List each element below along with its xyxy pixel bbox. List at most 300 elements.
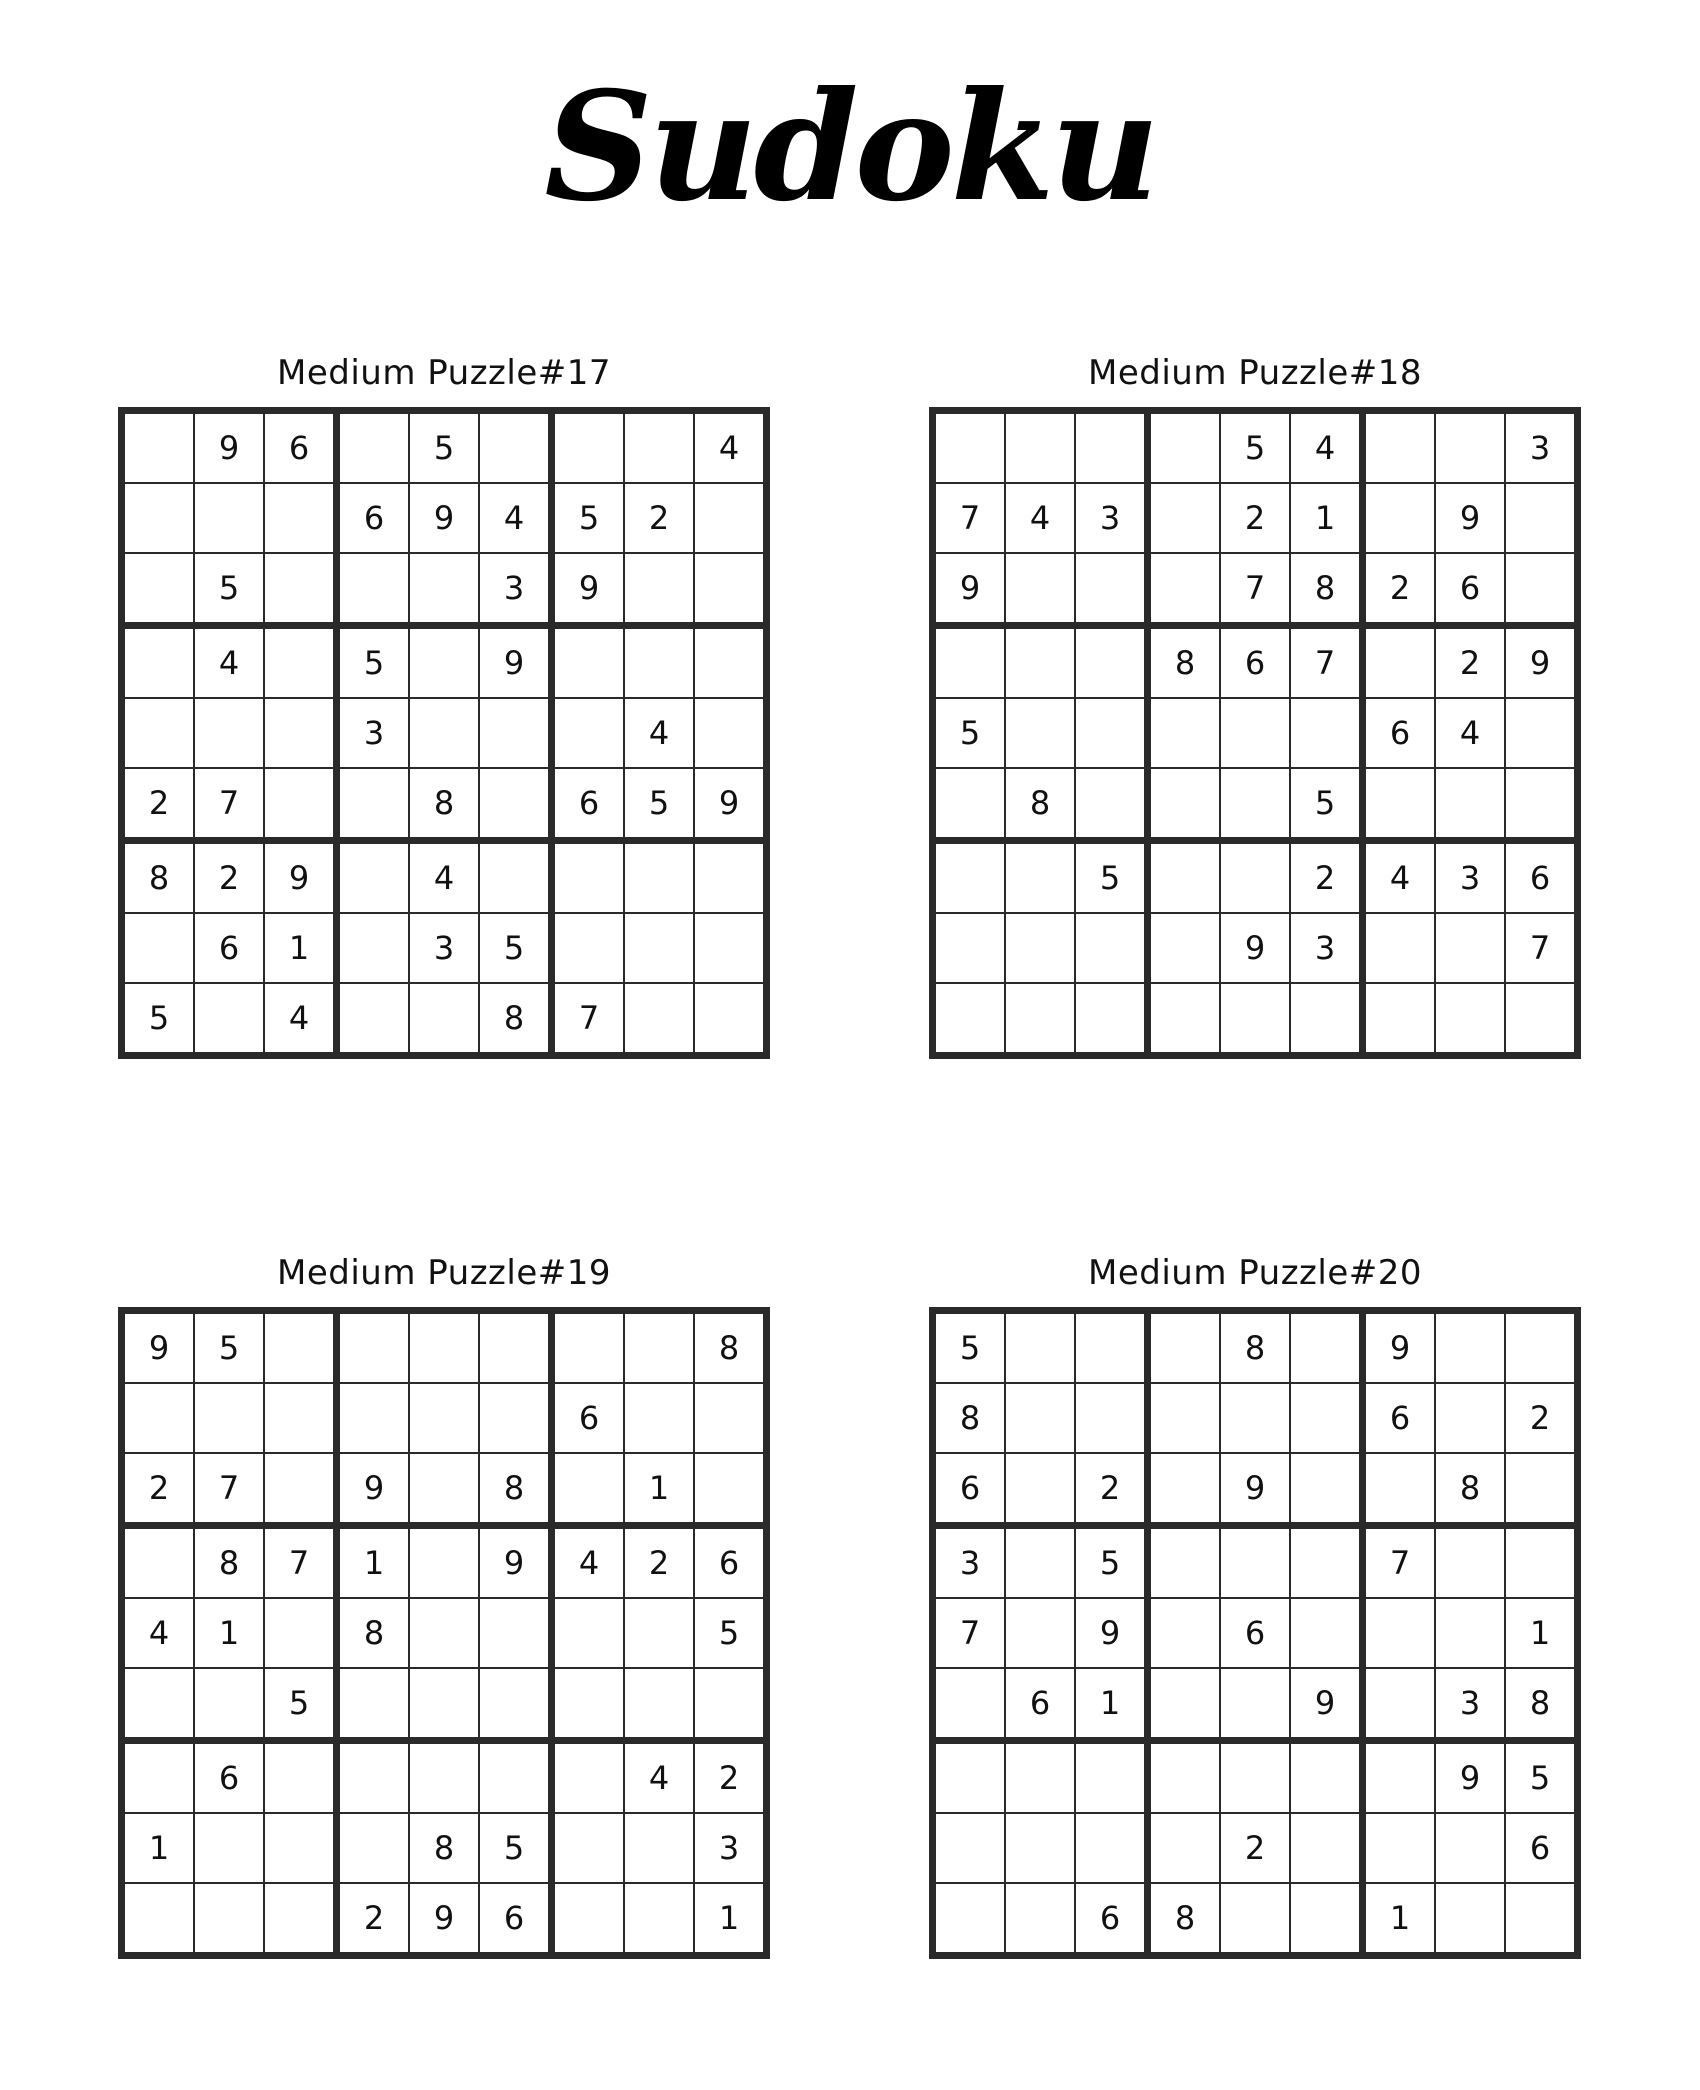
sudoku-cell[interactable] [340, 414, 408, 482]
sudoku-cell[interactable]: 5 [1221, 414, 1289, 482]
sudoku-cell[interactable] [1221, 1884, 1289, 1952]
sudoku-cell[interactable] [1076, 914, 1144, 982]
sudoku-cell[interactable] [410, 1314, 478, 1382]
sudoku-cell[interactable] [1221, 699, 1289, 767]
sudoku-cell[interactable] [340, 1384, 408, 1452]
sudoku-cell[interactable]: 4 [480, 484, 548, 552]
sudoku-cell[interactable] [1291, 1814, 1359, 1882]
sudoku-cell[interactable]: 6 [1366, 699, 1434, 767]
sudoku-cell[interactable] [1366, 1744, 1434, 1812]
sudoku-cell[interactable]: 9 [480, 1529, 548, 1597]
sudoku-cell[interactable]: 5 [195, 1314, 263, 1382]
sudoku-cell[interactable] [1436, 1884, 1504, 1952]
sudoku-cell[interactable]: 5 [1506, 1744, 1574, 1812]
sudoku-cell[interactable] [1151, 984, 1219, 1052]
sudoku-cell[interactable]: 9 [265, 844, 333, 912]
sudoku-cell[interactable] [695, 1669, 763, 1737]
sudoku-cell[interactable] [195, 1814, 263, 1882]
sudoku-cell[interactable] [555, 699, 623, 767]
sudoku-cell[interactable]: 5 [195, 554, 263, 622]
sudoku-cell[interactable] [265, 1814, 333, 1882]
sudoku-cell[interactable] [1151, 769, 1219, 837]
sudoku-cell[interactable] [1151, 554, 1219, 622]
sudoku-cell[interactable] [125, 1529, 193, 1597]
sudoku-cell[interactable] [340, 984, 408, 1052]
sudoku-cell[interactable]: 5 [1076, 844, 1144, 912]
sudoku-cell[interactable]: 2 [195, 844, 263, 912]
sudoku-cell[interactable]: 8 [125, 844, 193, 912]
sudoku-cell[interactable] [1006, 414, 1074, 482]
sudoku-cell[interactable] [125, 484, 193, 552]
sudoku-cell[interactable]: 7 [1221, 554, 1289, 622]
sudoku-cell[interactable]: 5 [1291, 769, 1359, 837]
sudoku-cell[interactable] [625, 984, 693, 1052]
sudoku-cell[interactable] [1291, 1529, 1359, 1597]
sudoku-cell[interactable] [1436, 414, 1504, 482]
sudoku-cell[interactable]: 2 [625, 1529, 693, 1597]
sudoku-cell[interactable] [1006, 629, 1074, 697]
sudoku-cell[interactable] [1366, 629, 1434, 697]
sudoku-cell[interactable] [1221, 984, 1289, 1052]
sudoku-cell[interactable]: 8 [410, 769, 478, 837]
sudoku-cell[interactable]: 5 [695, 1599, 763, 1667]
sudoku-cell[interactable] [410, 699, 478, 767]
sudoku-cell[interactable]: 4 [1291, 414, 1359, 482]
sudoku-cell[interactable]: 6 [936, 1454, 1004, 1522]
sudoku-cell[interactable]: 1 [625, 1454, 693, 1522]
sudoku-cell[interactable]: 2 [1506, 1384, 1574, 1452]
sudoku-cell[interactable] [1506, 1884, 1574, 1952]
sudoku-cell[interactable] [1006, 844, 1074, 912]
sudoku-cell[interactable]: 6 [340, 484, 408, 552]
sudoku-cell[interactable] [1436, 1529, 1504, 1597]
sudoku-cell[interactable] [936, 629, 1004, 697]
sudoku-cell[interactable]: 2 [1221, 484, 1289, 552]
sudoku-cell[interactable] [1076, 1814, 1144, 1882]
sudoku-cell[interactable]: 4 [555, 1529, 623, 1597]
sudoku-cell[interactable] [410, 1599, 478, 1667]
sudoku-cell[interactable] [1506, 769, 1574, 837]
sudoku-cell[interactable] [1366, 769, 1434, 837]
sudoku-cell[interactable]: 2 [125, 769, 193, 837]
sudoku-cell[interactable] [1506, 984, 1574, 1052]
sudoku-cell[interactable] [555, 1599, 623, 1667]
sudoku-cell[interactable] [265, 1314, 333, 1382]
sudoku-cell[interactable]: 5 [480, 1814, 548, 1882]
sudoku-cell[interactable]: 7 [195, 1454, 263, 1522]
sudoku-cell[interactable]: 9 [695, 769, 763, 837]
sudoku-cell[interactable] [1291, 1599, 1359, 1667]
sudoku-cell[interactable] [265, 629, 333, 697]
sudoku-cell[interactable]: 9 [1366, 1314, 1434, 1382]
sudoku-cell[interactable]: 8 [340, 1599, 408, 1667]
sudoku-cell[interactable] [1006, 1384, 1074, 1452]
sudoku-cell[interactable]: 6 [1506, 1814, 1574, 1882]
sudoku-cell[interactable] [625, 844, 693, 912]
sudoku-cell[interactable]: 6 [195, 914, 263, 982]
sudoku-cell[interactable] [1506, 699, 1574, 767]
sudoku-cell[interactable]: 2 [125, 1454, 193, 1522]
sudoku-cell[interactable] [1366, 1814, 1434, 1882]
sudoku-cell[interactable] [340, 844, 408, 912]
sudoku-cell[interactable] [625, 1814, 693, 1882]
sudoku-cell[interactable] [1366, 1599, 1434, 1667]
sudoku-cell[interactable] [555, 1884, 623, 1952]
sudoku-cell[interactable] [1291, 984, 1359, 1052]
sudoku-cell[interactable]: 3 [1436, 1669, 1504, 1737]
sudoku-cell[interactable] [1151, 1384, 1219, 1452]
sudoku-cell[interactable]: 7 [936, 484, 1004, 552]
sudoku-cell[interactable] [340, 1744, 408, 1812]
sudoku-cell[interactable] [195, 484, 263, 552]
sudoku-cell[interactable]: 5 [936, 699, 1004, 767]
sudoku-cell[interactable] [340, 769, 408, 837]
sudoku-cell[interactable]: 5 [125, 984, 193, 1052]
sudoku-cell[interactable] [625, 414, 693, 482]
sudoku-cell[interactable]: 9 [1436, 1744, 1504, 1812]
sudoku-cell[interactable]: 6 [1221, 629, 1289, 697]
sudoku-cell[interactable] [1151, 414, 1219, 482]
sudoku-cell[interactable]: 9 [1291, 1669, 1359, 1737]
sudoku-cell[interactable] [1366, 414, 1434, 482]
sudoku-cell[interactable]: 8 [1151, 629, 1219, 697]
sudoku-cell[interactable]: 2 [695, 1744, 763, 1812]
sudoku-cell[interactable]: 8 [1291, 554, 1359, 622]
sudoku-cell[interactable] [125, 1884, 193, 1952]
sudoku-cell[interactable] [1076, 984, 1144, 1052]
sudoku-cell[interactable] [195, 984, 263, 1052]
sudoku-cell[interactable] [1076, 1384, 1144, 1452]
sudoku-cell[interactable] [1006, 1599, 1074, 1667]
sudoku-cell[interactable] [1366, 914, 1434, 982]
sudoku-cell[interactable]: 9 [1436, 484, 1504, 552]
sudoku-cell[interactable]: 6 [1506, 844, 1574, 912]
sudoku-cell[interactable]: 4 [125, 1599, 193, 1667]
sudoku-cell[interactable]: 3 [1436, 844, 1504, 912]
sudoku-cell[interactable] [1221, 844, 1289, 912]
sudoku-cell[interactable]: 3 [1506, 414, 1574, 482]
sudoku-cell[interactable] [695, 1384, 763, 1452]
sudoku-cell[interactable]: 5 [1076, 1529, 1144, 1597]
sudoku-cell[interactable] [195, 1384, 263, 1452]
sudoku-cell[interactable] [1006, 1314, 1074, 1382]
sudoku-cell[interactable]: 1 [695, 1884, 763, 1952]
sudoku-cell[interactable] [1366, 984, 1434, 1052]
sudoku-cell[interactable]: 6 [1436, 554, 1504, 622]
sudoku-cell[interactable] [1436, 984, 1504, 1052]
sudoku-cell[interactable]: 8 [480, 984, 548, 1052]
sudoku-cell[interactable] [1076, 1314, 1144, 1382]
sudoku-cell[interactable]: 2 [1291, 844, 1359, 912]
sudoku-cell[interactable]: 6 [1076, 1884, 1144, 1952]
sudoku-cell[interactable] [1221, 1529, 1289, 1597]
sudoku-cell[interactable] [1291, 1744, 1359, 1812]
sudoku-cell[interactable] [340, 554, 408, 622]
sudoku-cell[interactable] [410, 1529, 478, 1597]
sudoku-cell[interactable] [1151, 699, 1219, 767]
sudoku-cell[interactable] [1221, 1384, 1289, 1452]
sudoku-cell[interactable]: 7 [195, 769, 263, 837]
sudoku-cell[interactable] [1006, 984, 1074, 1052]
sudoku-cell[interactable] [265, 699, 333, 767]
sudoku-cell[interactable] [480, 1669, 548, 1737]
sudoku-cell[interactable] [1006, 554, 1074, 622]
sudoku-cell[interactable] [480, 1599, 548, 1667]
sudoku-cell[interactable] [265, 1884, 333, 1952]
sudoku-cell[interactable]: 2 [1436, 629, 1504, 697]
sudoku-cell[interactable]: 6 [555, 1384, 623, 1452]
sudoku-cell[interactable]: 4 [1006, 484, 1074, 552]
sudoku-cell[interactable] [1151, 844, 1219, 912]
sudoku-cell[interactable]: 7 [265, 1529, 333, 1597]
sudoku-cell[interactable] [555, 1454, 623, 1522]
sudoku-cell[interactable] [625, 1384, 693, 1452]
sudoku-cell[interactable] [125, 629, 193, 697]
sudoku-cell[interactable] [1006, 1814, 1074, 1882]
sudoku-cell[interactable] [936, 1669, 1004, 1737]
sudoku-cell[interactable]: 2 [1366, 554, 1434, 622]
sudoku-cell[interactable]: 4 [195, 629, 263, 697]
sudoku-cell[interactable] [1366, 484, 1434, 552]
sudoku-cell[interactable] [410, 1384, 478, 1452]
sudoku-cell[interactable] [265, 1384, 333, 1452]
sudoku-cell[interactable] [195, 1884, 263, 1952]
sudoku-cell[interactable]: 8 [410, 1814, 478, 1882]
sudoku-cell[interactable] [1221, 769, 1289, 837]
sudoku-cell[interactable] [695, 844, 763, 912]
sudoku-cell[interactable]: 8 [1221, 1314, 1289, 1382]
sudoku-cell[interactable] [625, 629, 693, 697]
sudoku-cell[interactable] [1291, 1314, 1359, 1382]
sudoku-cell[interactable]: 4 [625, 1744, 693, 1812]
sudoku-cell[interactable] [1291, 1384, 1359, 1452]
sudoku-cell[interactable] [125, 699, 193, 767]
sudoku-cell[interactable] [555, 844, 623, 912]
sudoku-cell[interactable] [695, 484, 763, 552]
sudoku-cell[interactable]: 9 [125, 1314, 193, 1382]
sudoku-cell[interactable]: 7 [936, 1599, 1004, 1667]
sudoku-cell[interactable] [555, 414, 623, 482]
sudoku-cell[interactable] [936, 844, 1004, 912]
sudoku-cell[interactable] [625, 1314, 693, 1382]
sudoku-cell[interactable] [340, 1314, 408, 1382]
sudoku-cell[interactable] [936, 414, 1004, 482]
sudoku-cell[interactable] [1006, 1744, 1074, 1812]
sudoku-cell[interactable]: 7 [1366, 1529, 1434, 1597]
sudoku-cell[interactable]: 9 [936, 554, 1004, 622]
sudoku-cell[interactable] [555, 1669, 623, 1737]
sudoku-cell[interactable] [1006, 1884, 1074, 1952]
sudoku-cell[interactable]: 5 [625, 769, 693, 837]
sudoku-cell[interactable] [1151, 1314, 1219, 1382]
sudoku-cell[interactable]: 3 [410, 914, 478, 982]
sudoku-cell[interactable] [1076, 414, 1144, 482]
sudoku-cell[interactable]: 5 [480, 914, 548, 982]
sudoku-cell[interactable]: 6 [1221, 1599, 1289, 1667]
sudoku-cell[interactable]: 5 [936, 1314, 1004, 1382]
sudoku-cell[interactable]: 2 [1076, 1454, 1144, 1522]
sudoku-cell[interactable] [1151, 914, 1219, 982]
sudoku-cell[interactable] [1506, 1314, 1574, 1382]
sudoku-cell[interactable] [480, 844, 548, 912]
sudoku-cell[interactable]: 5 [410, 414, 478, 482]
sudoku-cell[interactable]: 4 [1366, 844, 1434, 912]
sudoku-cell[interactable]: 9 [1076, 1599, 1144, 1667]
sudoku-cell[interactable]: 8 [480, 1454, 548, 1522]
sudoku-cell[interactable] [480, 414, 548, 482]
sudoku-cell[interactable]: 9 [555, 554, 623, 622]
sudoku-cell[interactable] [265, 769, 333, 837]
sudoku-cell[interactable]: 6 [1006, 1669, 1074, 1737]
sudoku-cell[interactable] [1506, 1454, 1574, 1522]
sudoku-cell[interactable]: 4 [625, 699, 693, 767]
sudoku-cell[interactable] [340, 1669, 408, 1737]
sudoku-cell[interactable] [1506, 554, 1574, 622]
sudoku-cell[interactable]: 9 [480, 629, 548, 697]
sudoku-cell[interactable] [1006, 1529, 1074, 1597]
sudoku-cell[interactable] [1076, 629, 1144, 697]
sudoku-cell[interactable]: 9 [410, 1884, 478, 1952]
sudoku-cell[interactable] [695, 1454, 763, 1522]
sudoku-cell[interactable] [1151, 1669, 1219, 1737]
sudoku-cell[interactable] [340, 1814, 408, 1882]
sudoku-cell[interactable]: 5 [340, 629, 408, 697]
sudoku-cell[interactable]: 7 [1506, 914, 1574, 982]
sudoku-cell[interactable] [195, 699, 263, 767]
sudoku-cell[interactable] [1076, 554, 1144, 622]
sudoku-cell[interactable] [125, 1669, 193, 1737]
sudoku-cell[interactable]: 1 [340, 1529, 408, 1597]
sudoku-cell[interactable] [1151, 1529, 1219, 1597]
sudoku-cell[interactable] [555, 1314, 623, 1382]
sudoku-cell[interactable]: 3 [480, 554, 548, 622]
sudoku-cell[interactable]: 8 [1436, 1454, 1504, 1522]
sudoku-cell[interactable] [936, 984, 1004, 1052]
sudoku-cell[interactable] [1436, 1814, 1504, 1882]
sudoku-cell[interactable]: 4 [695, 414, 763, 482]
sudoku-cell[interactable] [1006, 1454, 1074, 1522]
sudoku-cell[interactable] [1076, 769, 1144, 837]
sudoku-cell[interactable] [695, 984, 763, 1052]
sudoku-cell[interactable] [555, 1744, 623, 1812]
sudoku-cell[interactable] [1506, 484, 1574, 552]
sudoku-cell[interactable]: 8 [936, 1384, 1004, 1452]
sudoku-cell[interactable]: 3 [695, 1814, 763, 1882]
sudoku-cell[interactable]: 5 [265, 1669, 333, 1737]
sudoku-cell[interactable] [265, 1454, 333, 1522]
sudoku-cell[interactable] [695, 629, 763, 697]
sudoku-cell[interactable] [936, 914, 1004, 982]
sudoku-cell[interactable] [265, 1744, 333, 1812]
sudoku-cell[interactable]: 7 [1291, 629, 1359, 697]
sudoku-cell[interactable] [625, 1884, 693, 1952]
sudoku-cell[interactable] [1151, 1454, 1219, 1522]
sudoku-cell[interactable] [1436, 769, 1504, 837]
sudoku-cell[interactable]: 6 [1366, 1384, 1434, 1452]
sudoku-cell[interactable]: 4 [1436, 699, 1504, 767]
sudoku-cell[interactable]: 1 [125, 1814, 193, 1882]
sudoku-cell[interactable] [410, 1454, 478, 1522]
sudoku-cell[interactable] [1006, 699, 1074, 767]
sudoku-cell[interactable]: 8 [695, 1314, 763, 1382]
sudoku-cell[interactable] [410, 554, 478, 622]
sudoku-cell[interactable] [625, 914, 693, 982]
sudoku-cell[interactable]: 8 [195, 1529, 263, 1597]
sudoku-cell[interactable] [1151, 1599, 1219, 1667]
sudoku-cell[interactable] [410, 984, 478, 1052]
sudoku-cell[interactable] [1506, 1529, 1574, 1597]
sudoku-cell[interactable] [936, 1814, 1004, 1882]
sudoku-cell[interactable] [1291, 1884, 1359, 1952]
sudoku-cell[interactable]: 4 [410, 844, 478, 912]
sudoku-cell[interactable]: 3 [340, 699, 408, 767]
sudoku-cell[interactable] [195, 1669, 263, 1737]
sudoku-cell[interactable] [480, 1384, 548, 1452]
sudoku-cell[interactable] [555, 914, 623, 982]
sudoku-cell[interactable] [480, 699, 548, 767]
sudoku-cell[interactable] [936, 1744, 1004, 1812]
sudoku-cell[interactable]: 9 [340, 1454, 408, 1522]
sudoku-cell[interactable] [625, 1669, 693, 1737]
sudoku-cell[interactable] [1436, 914, 1504, 982]
sudoku-cell[interactable] [1151, 1814, 1219, 1882]
sudoku-cell[interactable] [555, 1814, 623, 1882]
sudoku-cell[interactable]: 3 [1291, 914, 1359, 982]
sudoku-cell[interactable]: 1 [1366, 1884, 1434, 1952]
sudoku-cell[interactable] [1291, 1454, 1359, 1522]
sudoku-cell[interactable]: 1 [265, 914, 333, 982]
sudoku-cell[interactable]: 8 [1006, 769, 1074, 837]
sudoku-cell[interactable]: 6 [555, 769, 623, 837]
sudoku-cell[interactable]: 6 [695, 1529, 763, 1597]
sudoku-cell[interactable] [1366, 1454, 1434, 1522]
sudoku-cell[interactable] [555, 629, 623, 697]
sudoku-cell[interactable] [480, 1314, 548, 1382]
sudoku-cell[interactable] [125, 1744, 193, 1812]
sudoku-cell[interactable] [410, 629, 478, 697]
sudoku-cell[interactable]: 9 [410, 484, 478, 552]
sudoku-cell[interactable] [625, 554, 693, 622]
sudoku-cell[interactable] [936, 1884, 1004, 1952]
sudoku-cell[interactable] [1436, 1314, 1504, 1382]
sudoku-cell[interactable] [1151, 1744, 1219, 1812]
sudoku-cell[interactable] [125, 554, 193, 622]
sudoku-cell[interactable]: 9 [1506, 629, 1574, 697]
sudoku-cell[interactable]: 5 [555, 484, 623, 552]
sudoku-cell[interactable] [410, 1669, 478, 1737]
sudoku-cell[interactable]: 1 [1506, 1599, 1574, 1667]
sudoku-cell[interactable] [1151, 484, 1219, 552]
sudoku-cell[interactable]: 6 [480, 1884, 548, 1952]
sudoku-cell[interactable]: 4 [265, 984, 333, 1052]
sudoku-cell[interactable]: 7 [555, 984, 623, 1052]
sudoku-cell[interactable] [936, 769, 1004, 837]
sudoku-cell[interactable] [265, 484, 333, 552]
sudoku-cell[interactable] [1076, 1744, 1144, 1812]
sudoku-cell[interactable]: 2 [340, 1884, 408, 1952]
sudoku-cell[interactable]: 1 [1076, 1669, 1144, 1737]
sudoku-cell[interactable] [1436, 1599, 1504, 1667]
sudoku-cell[interactable]: 9 [1221, 1454, 1289, 1522]
sudoku-cell[interactable]: 8 [1506, 1669, 1574, 1737]
sudoku-cell[interactable]: 1 [195, 1599, 263, 1667]
sudoku-cell[interactable] [125, 1384, 193, 1452]
sudoku-cell[interactable] [625, 1599, 693, 1667]
sudoku-cell[interactable] [695, 914, 763, 982]
sudoku-cell[interactable]: 1 [1291, 484, 1359, 552]
sudoku-cell[interactable]: 2 [1221, 1814, 1289, 1882]
sudoku-cell[interactable] [125, 414, 193, 482]
